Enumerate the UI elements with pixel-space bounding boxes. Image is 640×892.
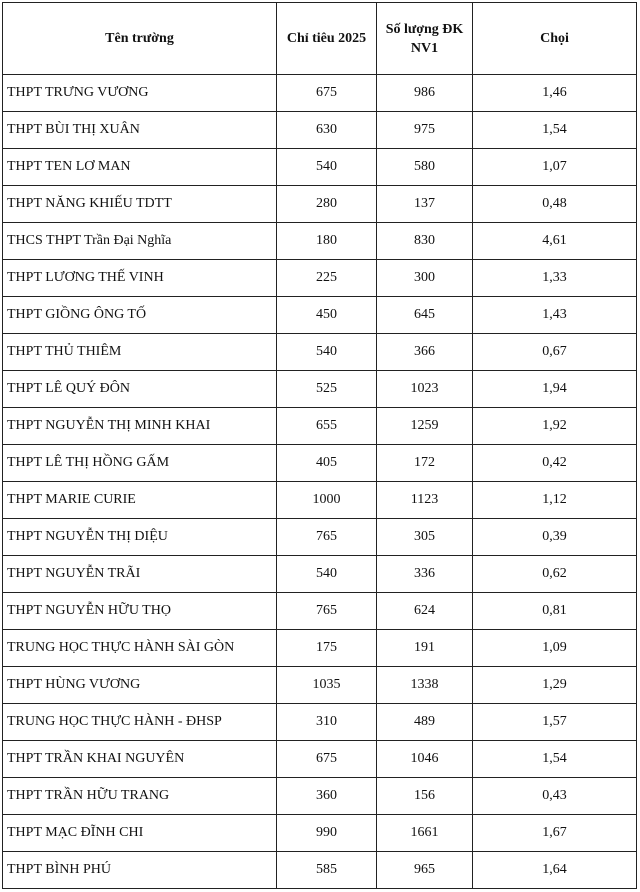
- table-row: [3, 667, 637, 704]
- cell-school-name: TRUNG HỌC THỰC HÀNH SÀI GÒN: [3, 630, 277, 667]
- cell-school-name: THPT LÊ THỊ HỒNG GẤM: [3, 445, 277, 482]
- table-row: [3, 445, 637, 482]
- cell-ratio: 1,67: [473, 815, 637, 852]
- cell-quota: 585: [277, 852, 377, 889]
- table-row: [3, 704, 637, 741]
- cell-registrations: 965: [377, 852, 473, 889]
- cell-ratio: 0,67: [473, 334, 637, 371]
- cell-ratio: 1,43: [473, 297, 637, 334]
- cell-quota: 630: [277, 112, 377, 149]
- cell-ratio: 1,57: [473, 704, 637, 741]
- cell-school-name: THCS THPT Trần Đại Nghĩa: [3, 223, 277, 260]
- table-header-row: [3, 3, 637, 75]
- cell-quota: 225: [277, 260, 377, 297]
- table-row: [3, 408, 637, 445]
- cell-quota: 540: [277, 556, 377, 593]
- cell-quota: 675: [277, 75, 377, 112]
- cell-registrations: 300: [377, 260, 473, 297]
- cell-registrations: 137: [377, 186, 473, 223]
- cell-quota: 180: [277, 223, 377, 260]
- cell-ratio: 1,54: [473, 741, 637, 778]
- cell-school-name: THPT NGUYỄN TRÃI: [3, 556, 277, 593]
- header-registrations: [377, 3, 473, 75]
- cell-quota: 280: [277, 186, 377, 223]
- cell-school-name: THPT THỦ THIÊM: [3, 334, 277, 371]
- cell-registrations: 1661: [377, 815, 473, 852]
- table-row: [3, 75, 637, 112]
- cell-registrations: 1338: [377, 667, 473, 704]
- table-row: [3, 778, 637, 815]
- cell-school-name: THPT TRẦN KHAI NGUYÊN: [3, 741, 277, 778]
- cell-quota: 450: [277, 297, 377, 334]
- cell-ratio: 0,42: [473, 445, 637, 482]
- cell-registrations: 986: [377, 75, 473, 112]
- table-row: [3, 630, 637, 667]
- cell-school-name: THPT NGUYỄN HỮU THỌ: [3, 593, 277, 630]
- admission-ratio-table: [2, 2, 637, 889]
- cell-quota: 765: [277, 519, 377, 556]
- cell-registrations: 1123: [377, 482, 473, 519]
- header-ratio: Chọi: [473, 3, 637, 75]
- cell-school-name: THPT LÊ QUÝ ĐÔN: [3, 371, 277, 408]
- cell-registrations: 580: [377, 149, 473, 186]
- cell-quota: 310: [277, 704, 377, 741]
- cell-registrations: 156: [377, 778, 473, 815]
- cell-ratio: 1,54: [473, 112, 637, 149]
- cell-school-name: THPT LƯƠNG THẾ VINH: [3, 260, 277, 297]
- cell-ratio: 1,46: [473, 75, 637, 112]
- cell-school-name: THPT HÙNG VƯƠNG: [3, 667, 277, 704]
- cell-registrations: 624: [377, 593, 473, 630]
- header-registrations-label: Số lượng ĐK NV1: [385, 21, 464, 56]
- cell-school-name: THPT TEN LƠ MAN: [3, 149, 277, 186]
- cell-school-name: THPT NGUYỄN THỊ MINH KHAI: [3, 408, 277, 445]
- table-row: [3, 371, 637, 408]
- cell-ratio: 1,33: [473, 260, 637, 297]
- cell-ratio: 1,12: [473, 482, 637, 519]
- cell-ratio: 1,92: [473, 408, 637, 445]
- cell-registrations: 1023: [377, 371, 473, 408]
- cell-school-name: THPT NĂNG KHIẾU TDTT: [3, 186, 277, 223]
- cell-ratio: 0,48: [473, 186, 637, 223]
- cell-quota: 405: [277, 445, 377, 482]
- table-row: [3, 334, 637, 371]
- cell-school-name: THPT MARIE CURIE: [3, 482, 277, 519]
- cell-registrations: 366: [377, 334, 473, 371]
- cell-registrations: 172: [377, 445, 473, 482]
- cell-registrations: 830: [377, 223, 473, 260]
- cell-quota: 655: [277, 408, 377, 445]
- cell-school-name: THPT TRƯNG VƯƠNG: [3, 75, 277, 112]
- cell-school-name: THPT BÌNH PHÚ: [3, 852, 277, 889]
- table-row: [3, 741, 637, 778]
- table-row: [3, 112, 637, 149]
- table-row: [3, 593, 637, 630]
- cell-school-name: THPT BÙI THỊ XUÂN: [3, 112, 277, 149]
- cell-ratio: 1,07: [473, 149, 637, 186]
- cell-registrations: 191: [377, 630, 473, 667]
- cell-quota: 990: [277, 815, 377, 852]
- table-row: [3, 149, 637, 186]
- cell-ratio: 0,39: [473, 519, 637, 556]
- cell-ratio: 1,29: [473, 667, 637, 704]
- table-row: [3, 186, 637, 223]
- table-row: [3, 556, 637, 593]
- cell-ratio: 4,61: [473, 223, 637, 260]
- cell-ratio: 0,43: [473, 778, 637, 815]
- header-quota: Chỉ tiêu 2025: [277, 3, 377, 75]
- cell-ratio: 0,62: [473, 556, 637, 593]
- cell-quota: 1035: [277, 667, 377, 704]
- table-row: [3, 297, 637, 334]
- cell-quota: 1000: [277, 482, 377, 519]
- cell-ratio: 1,64: [473, 852, 637, 889]
- cell-school-name: THPT NGUYỄN THỊ DIỆU: [3, 519, 277, 556]
- cell-registrations: 336: [377, 556, 473, 593]
- cell-registrations: 305: [377, 519, 473, 556]
- cell-ratio: 1,94: [473, 371, 637, 408]
- table-body: [3, 75, 637, 889]
- cell-quota: 540: [277, 149, 377, 186]
- table-row: [3, 815, 637, 852]
- cell-ratio: 0,81: [473, 593, 637, 630]
- cell-quota: 360: [277, 778, 377, 815]
- cell-registrations: 1046: [377, 741, 473, 778]
- cell-quota: 175: [277, 630, 377, 667]
- table-row: [3, 260, 637, 297]
- cell-ratio: 1,09: [473, 630, 637, 667]
- table-row: [3, 519, 637, 556]
- cell-school-name: THPT TRẦN HỮU TRANG: [3, 778, 277, 815]
- header-school-name: Tên trường: [3, 3, 277, 75]
- table-row: [3, 852, 637, 889]
- cell-quota: 765: [277, 593, 377, 630]
- cell-quota: 675: [277, 741, 377, 778]
- cell-registrations: 645: [377, 297, 473, 334]
- cell-school-name: THPT MẠC ĐĨNH CHI: [3, 815, 277, 852]
- cell-quota: 525: [277, 371, 377, 408]
- cell-school-name: TRUNG HỌC THỰC HÀNH - ĐHSP: [3, 704, 277, 741]
- cell-quota: 540: [277, 334, 377, 371]
- cell-registrations: 975: [377, 112, 473, 149]
- table-row: [3, 482, 637, 519]
- cell-registrations: 489: [377, 704, 473, 741]
- cell-registrations: 1259: [377, 408, 473, 445]
- cell-school-name: THPT GIỒNG ÔNG TỐ: [3, 297, 277, 334]
- table-row: [3, 223, 637, 260]
